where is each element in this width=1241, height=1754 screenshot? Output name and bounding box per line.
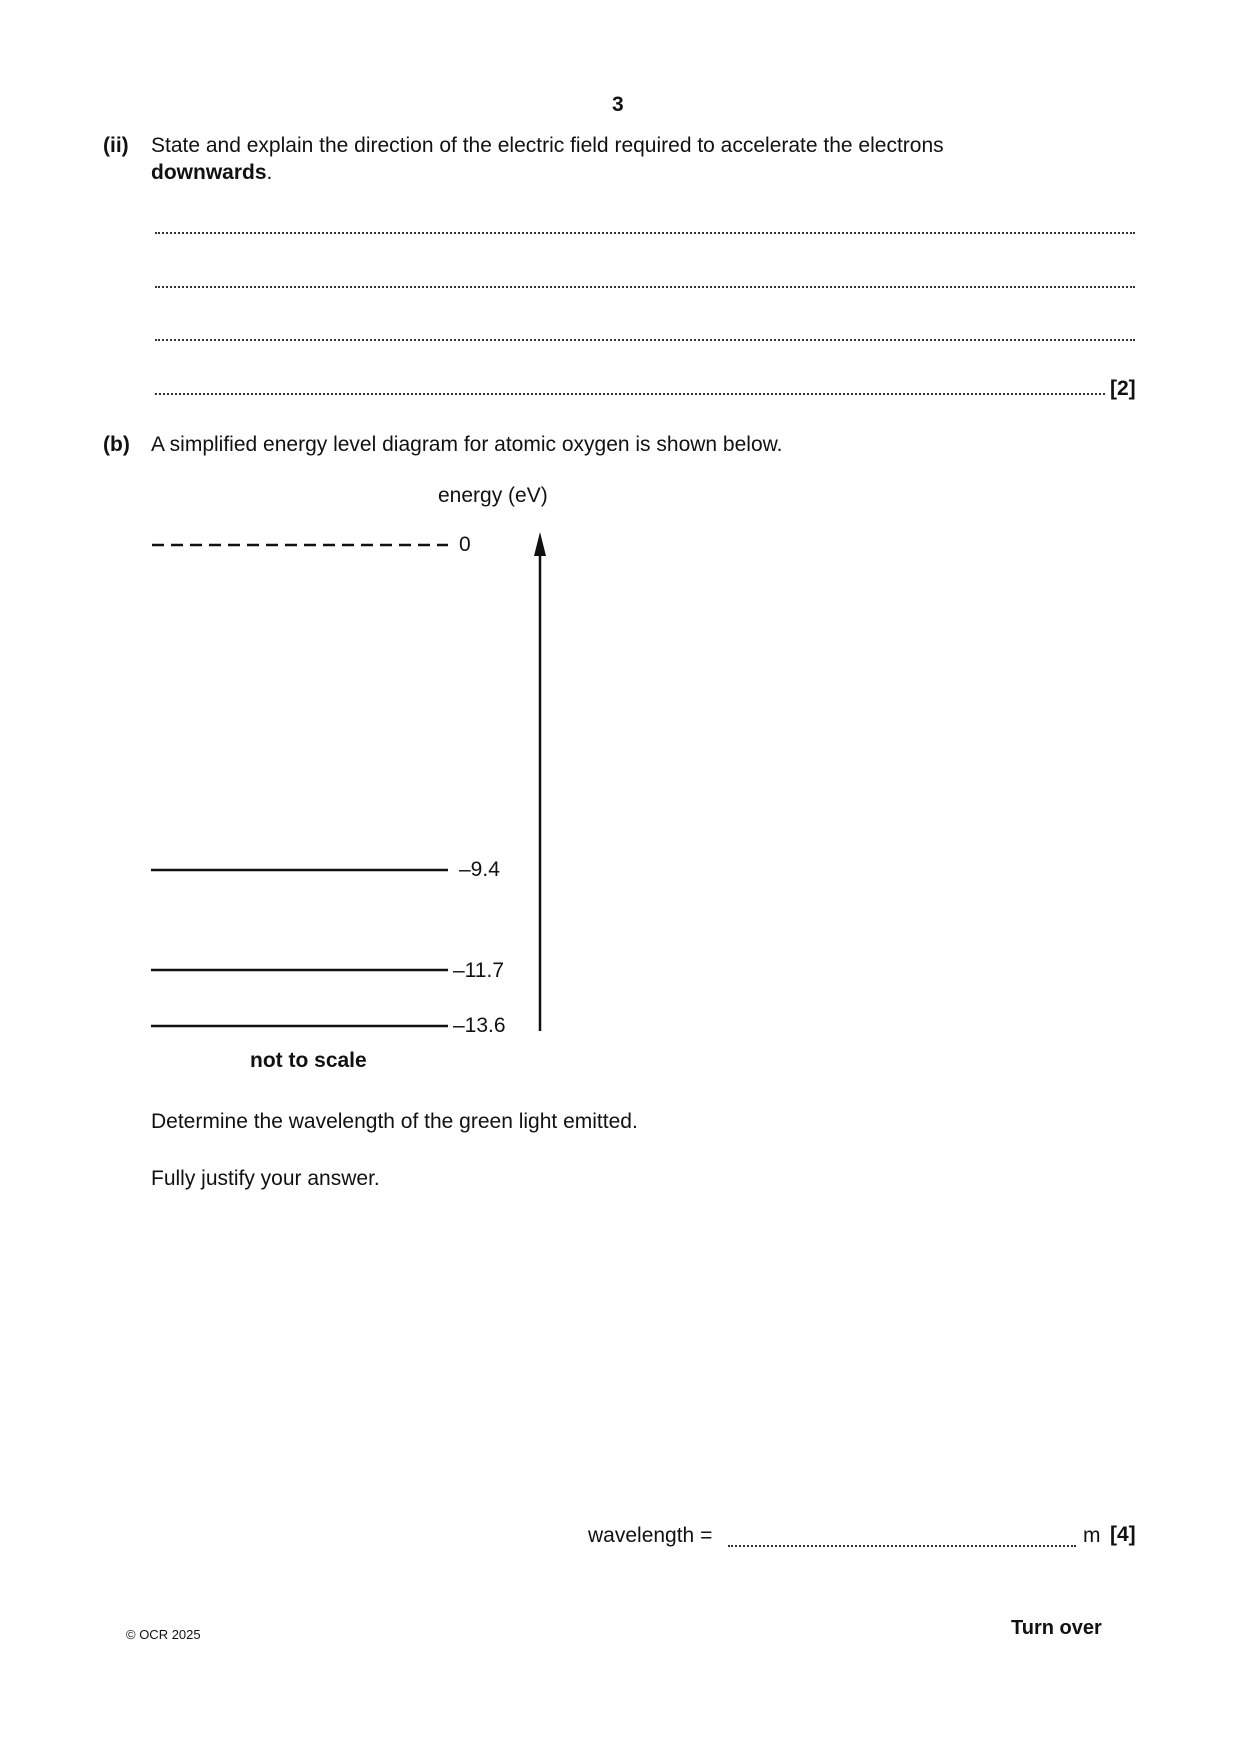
task-justify: Fully justify your answer. bbox=[151, 1167, 380, 1190]
part-b-marks: [4] bbox=[1110, 1523, 1136, 1546]
part-b-intro: A simplified energy level diagram for atomic oxygen is shown below. bbox=[151, 433, 783, 456]
level-label-minus-13-6: –13.6 bbox=[453, 1014, 506, 1037]
wavelength-unit: m bbox=[1083, 1524, 1101, 1547]
level-label-minus-11-7: –11.7 bbox=[453, 959, 504, 982]
part-ii-marks: [2] bbox=[1110, 377, 1136, 400]
energy-axis-arrowhead bbox=[534, 532, 546, 556]
part-ii-label: (ii) bbox=[103, 134, 129, 157]
wavelength-answer-label: wavelength = bbox=[588, 1524, 713, 1547]
wavelength-answer-line[interactable] bbox=[728, 1545, 1076, 1547]
emphasis-downwards: downwards bbox=[151, 161, 267, 184]
period: . bbox=[266, 161, 273, 184]
footer-copyright: © OCR 2025 bbox=[126, 1627, 201, 1642]
page-number: 3 bbox=[612, 93, 624, 116]
task-determine-wavelength: Determine the wavelength of the green light emitted. bbox=[151, 1110, 638, 1133]
level-label-0: 0 bbox=[459, 533, 471, 556]
part-b-label: (b) bbox=[103, 433, 130, 456]
part-ii-question-line1: State and explain the direction of the electric field required to accelerate the electrons bbox=[151, 134, 944, 157]
energy-axis-label: energy (eV) bbox=[438, 484, 548, 507]
footer-turn-over: Turn over bbox=[1011, 1617, 1102, 1639]
level-label-minus-9-4: –9.4 bbox=[459, 858, 500, 881]
not-to-scale-note: not to scale bbox=[250, 1049, 367, 1072]
